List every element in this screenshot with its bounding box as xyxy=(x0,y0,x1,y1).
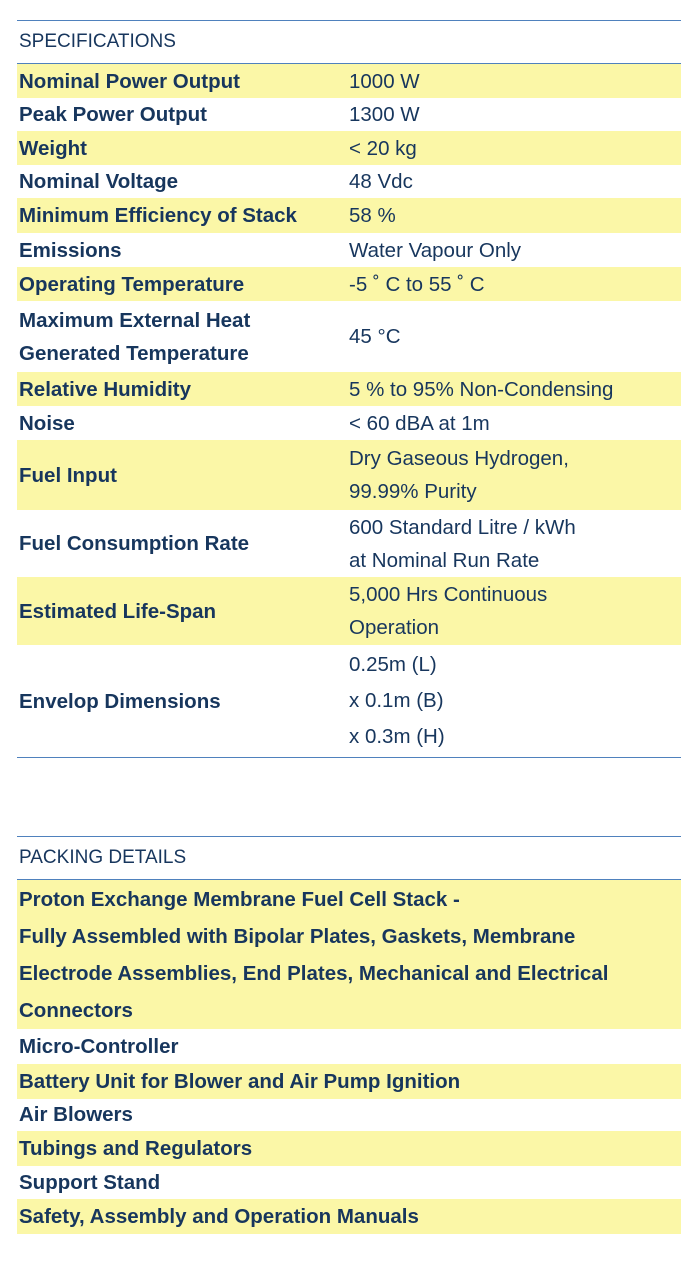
packing-item xyxy=(17,1099,681,1131)
spec-row xyxy=(17,510,681,577)
packing-item xyxy=(17,1199,681,1234)
spec-row xyxy=(17,440,681,510)
spec-value-line: 5 % to 95% Non-Condensing xyxy=(349,377,614,401)
spec-value xyxy=(349,373,681,406)
spec-row xyxy=(17,301,681,372)
spec-row xyxy=(17,233,681,267)
packing-title: PACKING DETAILS xyxy=(19,847,187,868)
spec-label-line: Fuel Input xyxy=(19,463,117,487)
spec-value xyxy=(349,647,681,755)
spec-label xyxy=(17,527,349,560)
spec-label xyxy=(17,373,349,406)
spec-value-line: 99.99% Purity xyxy=(349,480,477,503)
packing-item-line: Proton Exchange Membrane Fuel Cell Stack - xyxy=(19,887,460,911)
spec-value-line: 5,000 Hrs Continuous xyxy=(349,583,548,606)
spec-label-line: Nominal Voltage xyxy=(19,170,179,193)
spec-value-line: 48 Vdc xyxy=(349,170,413,193)
packing-item xyxy=(17,1029,681,1064)
spec-label-line: Maximum External Heat xyxy=(19,308,251,332)
spec-label-line: Emissions xyxy=(19,238,122,262)
spec-value xyxy=(349,65,681,98)
spec-label-line: Noise xyxy=(19,411,75,435)
packing-item xyxy=(17,880,681,1029)
spec-value-line: 0.25m (L) xyxy=(349,653,437,676)
spec-value-line: 1300 W xyxy=(349,103,420,126)
spec-value-line: 1000 W xyxy=(349,69,420,93)
spec-value-line: 600 Standard Litre / kWh xyxy=(349,515,576,539)
spec-label-line: Weight xyxy=(19,136,87,160)
spec-label-line: Nominal Power Output xyxy=(19,69,240,93)
spec-label-line: Fuel Consumption Rate xyxy=(19,532,250,555)
spec-row xyxy=(17,198,681,233)
spec-row xyxy=(17,645,681,757)
spec-value xyxy=(349,132,681,165)
spec-label xyxy=(17,199,349,232)
packing-item-line: Air Blowers xyxy=(19,1103,133,1126)
spec-label xyxy=(17,98,349,131)
packing-item-line: Micro-Controller xyxy=(19,1035,179,1058)
spec-value xyxy=(349,320,681,353)
packing-item xyxy=(17,1064,681,1099)
spec-row xyxy=(17,406,681,440)
spec-value-line: 45 °C xyxy=(349,325,401,348)
spec-label xyxy=(17,132,349,165)
spec-label-line: Operating Temperature xyxy=(19,272,245,296)
packing-item-line: Tubings and Regulators xyxy=(19,1137,253,1160)
spec-label xyxy=(17,165,349,198)
spec-value-line: < 20 kg xyxy=(349,136,417,160)
spec-value xyxy=(349,165,681,198)
specifications-title: SPECIFICATIONS xyxy=(19,31,176,52)
packing-item xyxy=(17,1166,681,1199)
spec-value xyxy=(349,578,681,644)
packing-item-line: Fully Assembled with Bipolar Plates, Gaskets, Membrane xyxy=(19,924,576,948)
spec-value xyxy=(349,98,681,131)
spec-label-line: Minimum Efficiency of Stack xyxy=(19,204,297,227)
packing-item xyxy=(17,1131,681,1166)
spec-label-line: Generated Temperature xyxy=(19,341,249,365)
spec-label xyxy=(17,65,349,98)
spec-label-line: Estimated Life-Span xyxy=(19,599,217,623)
spec-label xyxy=(17,268,349,301)
packing-item-line: Electrode Assemblies, End Plates, Mechanical and Electrical xyxy=(19,961,609,985)
spec-value-line: Dry Gaseous Hydrogen, xyxy=(349,447,569,470)
spec-value-line: x 0.3m (H) xyxy=(349,725,445,748)
spec-value-line: Operation xyxy=(349,616,440,639)
specifications-section xyxy=(17,20,681,758)
spec-value-line: 58 % xyxy=(349,204,396,227)
packing-item-line: Support Stand xyxy=(19,1171,161,1194)
spec-row xyxy=(17,165,681,198)
spec-label xyxy=(17,407,349,440)
spec-value xyxy=(349,511,681,577)
spec-value xyxy=(349,199,681,232)
spec-label-line: Relative Humidity xyxy=(19,377,192,401)
spec-value-line: at Nominal Run Rate xyxy=(349,548,540,572)
spec-label-line: Envelop Dimensions xyxy=(19,689,221,713)
spec-label-line: Peak Power Output xyxy=(19,103,207,126)
spec-row xyxy=(17,64,681,98)
spec-label xyxy=(17,459,349,492)
spec-value-line: < 60 dBA at 1m xyxy=(349,411,490,435)
bottom-rule xyxy=(17,757,681,758)
packing-section xyxy=(17,836,681,1234)
spec-value xyxy=(349,268,681,301)
spec-value xyxy=(349,407,681,440)
packing-list xyxy=(17,880,681,1234)
spec-label xyxy=(17,595,349,628)
spec-value-line: -5 ˚ C to 55 ˚ C xyxy=(349,272,485,296)
specifications-table xyxy=(17,64,681,757)
spec-row xyxy=(17,98,681,131)
spec-row xyxy=(17,267,681,301)
spec-label xyxy=(17,304,349,370)
packing-item-line: Safety, Assembly and Operation Manuals xyxy=(19,1205,419,1228)
packing-item-line: Connectors xyxy=(19,998,133,1022)
spec-value xyxy=(349,234,681,267)
spec-value-line: x 0.1m (B) xyxy=(349,689,444,712)
packing-item-line: Battery Unit for Blower and Air Pump Ignition xyxy=(19,1070,461,1093)
spec-label xyxy=(17,685,349,718)
spec-row xyxy=(17,372,681,406)
spec-row xyxy=(17,131,681,165)
spec-value xyxy=(349,442,681,508)
spec-value-line: Water Vapour Only xyxy=(349,238,522,262)
spec-row xyxy=(17,577,681,645)
spec-label xyxy=(17,234,349,267)
